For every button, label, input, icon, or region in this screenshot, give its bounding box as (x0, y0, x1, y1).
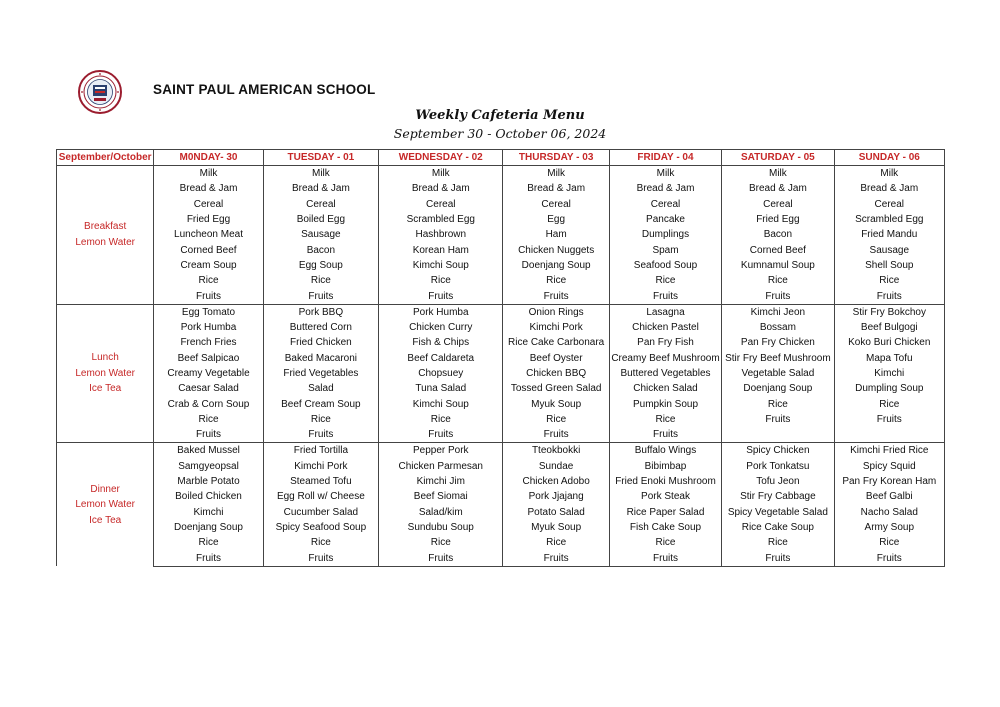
table-row (57, 258, 945, 273)
menu-item-cell: Creamy Vegetable (154, 366, 263, 381)
menu-item-cell: Fried Tortilla (263, 443, 378, 459)
menu-item-cell: Sundubu Soup (379, 520, 503, 535)
menu-item-cell: Luncheon Meat (154, 227, 263, 242)
menu-item-cell: Kimchi Pork (263, 459, 378, 474)
menu-item-cell: Chicken Nuggets (503, 242, 609, 257)
menu-item-cell: Milk (609, 166, 721, 182)
menu-item-cell: Spam (609, 242, 721, 257)
table-row (57, 535, 945, 550)
menu-item-cell: Fruits (834, 288, 944, 304)
menu-item-cell: Egg Tomato (154, 304, 263, 320)
menu-item-cell: Myuk Soup (503, 396, 609, 411)
menu-item-cell: Rice (834, 535, 944, 550)
menu-item-cell: Fruits (263, 288, 378, 304)
menu-item-cell: Bossam (722, 320, 834, 335)
menu-item-cell: Doenjang Soup (154, 520, 263, 535)
menu-item-cell (834, 427, 944, 443)
menu-item-cell: Cereal (154, 197, 263, 212)
menu-item-cell: Bread & Jam (722, 181, 834, 196)
menu-item-cell: Cereal (609, 197, 721, 212)
menu-item-cell: Rice Paper Salad (609, 505, 721, 520)
table-row (57, 320, 945, 335)
menu-item-cell: Army Soup (834, 520, 944, 535)
menu-item-cell: Myuk Soup (503, 520, 609, 535)
menu-item-cell: Kimchi (154, 505, 263, 520)
menu-item-cell: Rice (834, 396, 944, 411)
menu-item-cell: Potato Salad (503, 505, 609, 520)
menu-item-cell: Rice (722, 273, 834, 288)
menu-item-cell: Kimchi Soup (379, 396, 503, 411)
table-row (57, 459, 945, 474)
menu-item-cell: Chicken BBQ (503, 366, 609, 381)
menu-item-cell: Beef Siomai (379, 489, 503, 504)
day-header: M0NDAY- 30 (154, 150, 263, 166)
menu-item-cell: Crab & Corn Soup (154, 396, 263, 411)
menu-item-cell: Creamy Beef Mushroom (609, 351, 721, 366)
menu-item-cell: Doenjang Soup (503, 258, 609, 273)
menu-item-cell: Hashbrown (379, 227, 503, 242)
menu-item-cell: Steamed Tofu (263, 474, 378, 489)
menu-item-cell: Egg (503, 212, 609, 227)
menu-item-cell: Bread & Jam (503, 181, 609, 196)
menu-item-cell: Rice (263, 535, 378, 550)
table-row (57, 351, 945, 366)
school-name: SAINT PAUL AMERICAN SCHOOL (153, 82, 376, 97)
menu-item-cell: Rice (263, 273, 378, 288)
menu-item-cell: Fruits (834, 412, 944, 427)
cafeteria-menu-table (56, 149, 945, 567)
menu-item-cell: Beef Oyster (503, 351, 609, 366)
menu-item-cell: Fried Egg (722, 212, 834, 227)
menu-item-cell: Rice (722, 396, 834, 411)
table-row (57, 227, 945, 242)
menu-item-cell: Scrambled Egg (379, 212, 503, 227)
menu-item-cell: Corned Beef (154, 242, 263, 257)
menu-item-cell: Kumnamul Soup (722, 258, 834, 273)
table-row (57, 288, 945, 304)
menu-item-cell: Buttered Vegetables (609, 366, 721, 381)
menu-item-cell: Rice (609, 412, 721, 427)
menu-item-cell: Milk (154, 166, 263, 182)
menu-item-cell: Fruits (503, 427, 609, 443)
menu-item-cell: Rice (834, 273, 944, 288)
menu-item-cell: Rice (379, 535, 503, 550)
menu-item-cell: French Fries (154, 335, 263, 350)
table-row (57, 381, 945, 396)
menu-item-cell: Rice (154, 273, 263, 288)
table-row (57, 427, 945, 443)
menu-item-cell: Cereal (722, 197, 834, 212)
menu-item-cell: Kimchi Jim (379, 474, 503, 489)
table-row (57, 166, 945, 182)
table-row (57, 520, 945, 535)
menu-item-cell: Fruits (834, 550, 944, 566)
menu-item-cell: Fruits (379, 288, 503, 304)
menu-item-cell: Baked Mussel (154, 443, 263, 459)
menu-item-cell: Bread & Jam (154, 181, 263, 196)
menu-item-cell: Rice (379, 273, 503, 288)
menu-item-cell: Dumpling Soup (834, 381, 944, 396)
header-row (57, 150, 945, 166)
menu-item-cell: Cereal (379, 197, 503, 212)
menu-date-range: September 30 - October 06, 2024 (393, 126, 607, 141)
menu-item-cell (722, 427, 834, 443)
menu-item-cell: Bacon (722, 227, 834, 242)
menu-item-cell: Spicy Seafood Soup (263, 520, 378, 535)
menu-item-cell: Boiled Egg (263, 212, 378, 227)
menu-item-cell: Stir Fry Bokchoy (834, 304, 944, 320)
menu-item-cell: Spicy Vegetable Salad (722, 505, 834, 520)
menu-item-cell: Rice (263, 412, 378, 427)
menu-item-cell: Rice (503, 535, 609, 550)
menu-item-cell: Rice (609, 535, 721, 550)
menu-item-cell: Fruits (609, 550, 721, 566)
menu-item-cell: Fruits (154, 427, 263, 443)
menu-item-cell: Rice (503, 273, 609, 288)
menu-item-cell: Pan Fry Chicken (722, 335, 834, 350)
table-row (57, 443, 945, 459)
menu-item-cell: Tossed Green Salad (503, 381, 609, 396)
menu-item-cell: Pepper Pork (379, 443, 503, 459)
table-row (57, 304, 945, 320)
day-header: SUNDAY - 06 (834, 150, 944, 166)
menu-item-cell: Milk (263, 166, 378, 182)
menu-item-cell: Stir Fry Beef Mushroom (722, 351, 834, 366)
menu-item-cell: Boiled Chicken (154, 489, 263, 504)
menu-item-cell: Sausage (263, 227, 378, 242)
menu-item-cell: Seafood Soup (609, 258, 721, 273)
menu-item-cell: Shell Soup (834, 258, 944, 273)
menu-item-cell: Stir Fry Cabbage (722, 489, 834, 504)
menu-item-cell: Kimchi Fried Rice (834, 443, 944, 459)
menu-item-cell: Pork Humba (379, 304, 503, 320)
menu-item-cell: Kimchi (834, 366, 944, 381)
menu-item-cell: Beef Galbi (834, 489, 944, 504)
menu-item-cell: Fried Egg (154, 212, 263, 227)
menu-item-cell: Cereal (503, 197, 609, 212)
menu-item-cell: Chicken Parmesan (379, 459, 503, 474)
menu-item-cell: Buffalo Wings (609, 443, 721, 459)
menu-item-cell: Fruits (722, 412, 834, 427)
menu-item-cell: Pork Jjajang (503, 489, 609, 504)
menu-item-cell: Bread & Jam (263, 181, 378, 196)
menu-item-cell: Spicy Chicken (722, 443, 834, 459)
menu-item-cell: Milk (379, 166, 503, 182)
menu-item-cell: Tofu Jeon (722, 474, 834, 489)
menu-item-cell: Fruits (609, 427, 721, 443)
menu-item-cell: Fruits (154, 288, 263, 304)
menu-item-cell: Egg Soup (263, 258, 378, 273)
menu-item-cell: Beef Caldareta (379, 351, 503, 366)
meal-label: Lemon Water (75, 236, 135, 248)
menu-item-cell: Fruits (263, 550, 378, 566)
menu-item-cell: Tteokbokki (503, 443, 609, 459)
meal-label-cell (57, 166, 154, 305)
menu-item-cell: Rice (154, 535, 263, 550)
menu-item-cell: Fruits (263, 427, 378, 443)
menu-item-cell: Bacon (263, 242, 378, 257)
menu-item-cell: Chicken Curry (379, 320, 503, 335)
menu-item-cell: Rice (154, 412, 263, 427)
menu-item-cell: Pork BBQ (263, 304, 378, 320)
menu-item-cell: Marble Potato (154, 474, 263, 489)
table-row (57, 550, 945, 566)
menu-item-cell: Fish & Chips (379, 335, 503, 350)
menu-item-cell: Fried Enoki Mushroom (609, 474, 721, 489)
menu-item-cell: Cereal (263, 197, 378, 212)
menu-item-cell: Kimchi Jeon (722, 304, 834, 320)
meal-label: Lunch (91, 352, 119, 364)
menu-item-cell: Mapa Tofu (834, 351, 944, 366)
menu-item-cell: Vegetable Salad (722, 366, 834, 381)
menu-item-cell: Rice (722, 535, 834, 550)
table-row (57, 181, 945, 196)
menu-item-cell: Fruits (609, 288, 721, 304)
menu-item-cell: Ham (503, 227, 609, 242)
table-row (57, 505, 945, 520)
menu-item-cell: Bread & Jam (609, 181, 721, 196)
menu-item-cell: Kimchi Pork (503, 320, 609, 335)
menu-item-cell: Fish Cake Soup (609, 520, 721, 535)
menu-item-cell: Chicken Salad (609, 381, 721, 396)
menu-item-cell: Sausage (834, 242, 944, 257)
menu-item-cell: Milk (503, 166, 609, 182)
table-row (57, 412, 945, 427)
table-row (57, 212, 945, 227)
table-row (57, 474, 945, 489)
menu-item-cell: Bibimbap (609, 459, 721, 474)
menu-item-cell: Scrambled Egg (834, 212, 944, 227)
menu-item-cell: Pumpkin Soup (609, 396, 721, 411)
table-row (57, 489, 945, 504)
day-header: SATURDAY - 05 (722, 150, 834, 166)
day-header: FRIDAY - 04 (609, 150, 721, 166)
menu-item-cell: Corned Beef (722, 242, 834, 257)
menu-item-cell: Koko Buri Chicken (834, 335, 944, 350)
menu-item-cell: Bread & Jam (834, 181, 944, 196)
menu-item-cell: Cream Soup (154, 258, 263, 273)
menu-item-cell: Salad (263, 381, 378, 396)
menu-title: Weekly Cafeteria Menu (415, 108, 585, 123)
menu-item-cell: Lasagna (609, 304, 721, 320)
menu-item-cell: Baked Macaroni (263, 351, 378, 366)
menu-item-cell: Fried Chicken (263, 335, 378, 350)
menu-item-cell: Cucumber Salad (263, 505, 378, 520)
menu-item-cell: Kimchi Soup (379, 258, 503, 273)
menu-item-cell: Rice (379, 412, 503, 427)
table-row (57, 197, 945, 212)
table-row (57, 335, 945, 350)
menu-item-cell: Onion Rings (503, 304, 609, 320)
day-header: THURSDAY - 03 (503, 150, 609, 166)
menu-item-cell: Rice (503, 412, 609, 427)
menu-item-cell: Beef Bulgogi (834, 320, 944, 335)
table-row (57, 273, 945, 288)
corner-header: September/October (57, 150, 154, 166)
menu-item-cell: Fruits (503, 550, 609, 566)
menu-item-cell: Pan Fry Korean Ham (834, 474, 944, 489)
menu-item-cell: Nacho Salad (834, 505, 944, 520)
menu-item-cell: Spicy Squid (834, 459, 944, 474)
menu-item-cell: Pork Humba (154, 320, 263, 335)
menu-item-cell: Fruits (722, 288, 834, 304)
menu-item-cell: Beef Cream Soup (263, 396, 378, 411)
table-row (57, 242, 945, 257)
menu-item-cell: Rice Cake Carbonara (503, 335, 609, 350)
meal-label: Dinner (90, 483, 120, 495)
menu-item-cell: Pork Steak (609, 489, 721, 504)
menu-item-cell: Fruits (722, 550, 834, 566)
menu-body (57, 166, 945, 567)
meal-label: Lemon Water (75, 367, 135, 379)
menu-item-cell: Salad/kim (379, 505, 503, 520)
meal-label-cell (57, 443, 154, 566)
menu-item-cell: Korean Ham (379, 242, 503, 257)
menu-item-cell: Milk (834, 166, 944, 182)
day-header: WEDNESDAY - 02 (379, 150, 503, 166)
menu-item-cell: Egg Roll w/ Cheese (263, 489, 378, 504)
menu-item-cell: Beef Salpicao (154, 351, 263, 366)
menu-item-cell: Tuna Salad (379, 381, 503, 396)
menu-item-cell: Chopsuey (379, 366, 503, 381)
meal-label: Breakfast (84, 221, 127, 233)
menu-item-cell: Fruits (503, 288, 609, 304)
table-row (57, 366, 945, 381)
menu-item-cell: Samgyeopsal (154, 459, 263, 474)
menu-item-cell: Fried Vegetables (263, 366, 378, 381)
menu-item-cell: Bread & Jam (379, 181, 503, 196)
menu-item-cell: Sundae (503, 459, 609, 474)
menu-item-cell: Cereal (834, 197, 944, 212)
meal-label: Lemon Water (75, 499, 135, 511)
menu-item-cell: Dumplings (609, 227, 721, 242)
meal-label: Ice Tea (89, 514, 122, 526)
menu-item-cell: Pan Fry Fish (609, 335, 721, 350)
menu-item-cell: Fruits (154, 550, 263, 566)
menu-item-cell: Milk (722, 166, 834, 182)
menu-item-cell: Chicken Pastel (609, 320, 721, 335)
menu-item-cell: Rice Cake Soup (722, 520, 834, 535)
day-header: TUESDAY - 01 (263, 150, 378, 166)
menu-item-cell: Doenjang Soup (722, 381, 834, 396)
meal-label-cell (57, 304, 154, 443)
table-row (57, 396, 945, 411)
menu-item-cell: Pancake (609, 212, 721, 227)
menu-item-cell: Buttered Corn (263, 320, 378, 335)
menu-item-cell: Fruits (379, 550, 503, 566)
meal-label: Ice Tea (89, 383, 122, 395)
menu-item-cell: Fried Mandu (834, 227, 944, 242)
menu-item-cell: Caesar Salad (154, 381, 263, 396)
menu-item-cell: Rice (609, 273, 721, 288)
menu-item-cell: Chicken Adobo (503, 474, 609, 489)
menu-item-cell: Fruits (379, 427, 503, 443)
menu-item-cell: Pork Tonkatsu (722, 459, 834, 474)
